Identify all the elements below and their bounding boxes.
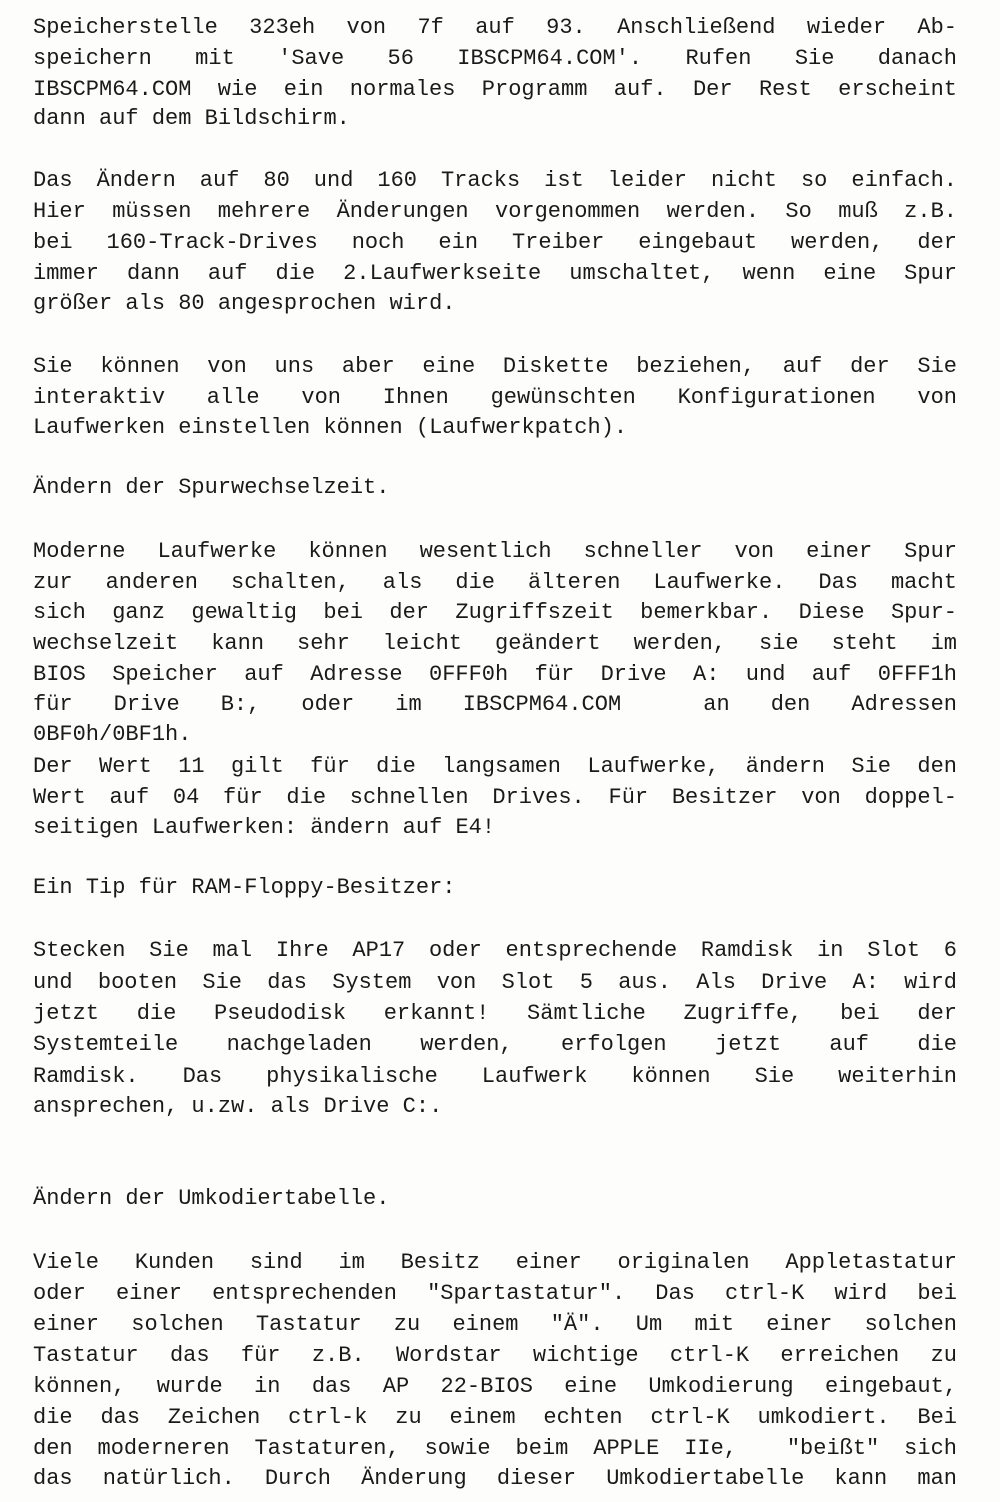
- text-line: Tastatur das für z.B. Wordstar wichtige ctrl-K erreichen zu: [33, 1343, 957, 1368]
- text-line: Laufwerken einstellen können (Laufwerkpatch).: [33, 415, 628, 440]
- text-line: Wert auf 04 für die schnellen Drives. Für Besitzer von doppel-: [33, 785, 957, 810]
- text-line: seitigen Laufwerken: ändern auf E4!: [33, 815, 496, 840]
- text-line: 0BF0h/0BF1h.: [33, 722, 192, 747]
- text-line: Systemteile nachgeladen werden, erfolgen jetzt auf die: [33, 1032, 957, 1057]
- text-line: zur anderen schalten, als die älteren Laufwerke. Das macht: [33, 570, 957, 595]
- text-line: speichern mit 'Save 56 IBSCPM64.COM'. Rufen Sie danach: [33, 46, 957, 71]
- text-line: ansprechen, u.zw. als Drive C:.: [33, 1094, 443, 1119]
- text-line: das natürlich. Durch Änderung dieser Umkodiertabelle kann man: [33, 1466, 957, 1491]
- text-line: einer solchen Tastatur zu einem "Ä". Um mit einer solchen: [33, 1312, 957, 1337]
- text-line: Speicherstelle 323eh von 7f auf 93. Anschließend wieder Ab-: [33, 15, 957, 40]
- text-line: dann auf dem Bildschirm.: [33, 106, 350, 131]
- text-line: bei 160-Track-Drives noch ein Treiber eingebaut werden, der: [33, 230, 957, 255]
- text-line: jetzt die Pseudodisk erkannt! Sämtliche Zugriffe, bei der: [33, 1001, 957, 1026]
- text-line: Stecken Sie mal Ihre AP17 oder entsprechende Ramdisk in Slot 6: [33, 938, 957, 963]
- text-line: Viele Kunden sind im Besitz einer originalen Appletastatur: [33, 1250, 957, 1275]
- text-line: und booten Sie das System von Slot 5 aus. Als Drive A: wird: [33, 970, 957, 995]
- text-line: Moderne Laufwerke können wesentlich schneller von einer Spur: [33, 539, 957, 564]
- text-line: Ramdisk. Das physikalische Laufwerk können Sie weiterhin: [33, 1064, 957, 1089]
- text-line: größer als 80 angesprochen wird.: [33, 291, 456, 316]
- text-line: können, wurde in das AP 22-BIOS eine Umkodierung eingebaut,: [33, 1374, 957, 1399]
- text-line: IBSCPM64.COM wie ein normales Programm auf. Der Rest erscheint: [33, 77, 957, 102]
- text-line: die das Zeichen ctrl-k zu einem echten ctrl-K umkodiert. Bei: [33, 1405, 957, 1430]
- text-line: Hier müssen mehrere Änderungen vorgenommen werden. So muß z.B.: [33, 199, 957, 224]
- section-heading: Ändern der Spurwechselzeit.: [33, 475, 390, 500]
- section-heading: Ändern der Umkodiertabelle.: [33, 1186, 390, 1211]
- text-line: immer dann auf die 2.Laufwerkseite umschaltet, wenn eine Spur: [33, 261, 957, 286]
- text-line: BIOS Speicher auf Adresse 0FFF0h für Drive A: und auf 0FFF1h: [33, 662, 957, 687]
- text-line: oder einer entsprechenden "Spartastatur". Das ctrl-K wird bei: [33, 1281, 957, 1306]
- text-line: interaktiv alle von Ihnen gewünschten Konfigurationen von: [33, 385, 957, 410]
- section-heading: Ein Tip für RAM-Floppy-Besitzer:: [33, 875, 456, 900]
- text-line: wechselzeit kann sehr leicht geändert werden, sie steht im: [33, 631, 957, 656]
- text-line: Der Wert 11 gilt für die langsamen Laufwerke, ändern Sie den: [33, 754, 957, 779]
- text-line: sich ganz gewaltig bei der Zugriffszeit bemerkbar. Diese Spur-: [33, 600, 957, 625]
- text-line: für Drive B:, oder im IBSCPM64.COM an den Adressen: [33, 692, 957, 717]
- text-line: Sie können von uns aber eine Diskette beziehen, auf der Sie: [33, 354, 957, 379]
- text-line: Das Ändern auf 80 und 160 Tracks ist leider nicht so einfach.: [33, 168, 957, 193]
- text-line: den moderneren Tastaturen, sowie beim APPLE IIe, "beißt" sich: [33, 1436, 957, 1461]
